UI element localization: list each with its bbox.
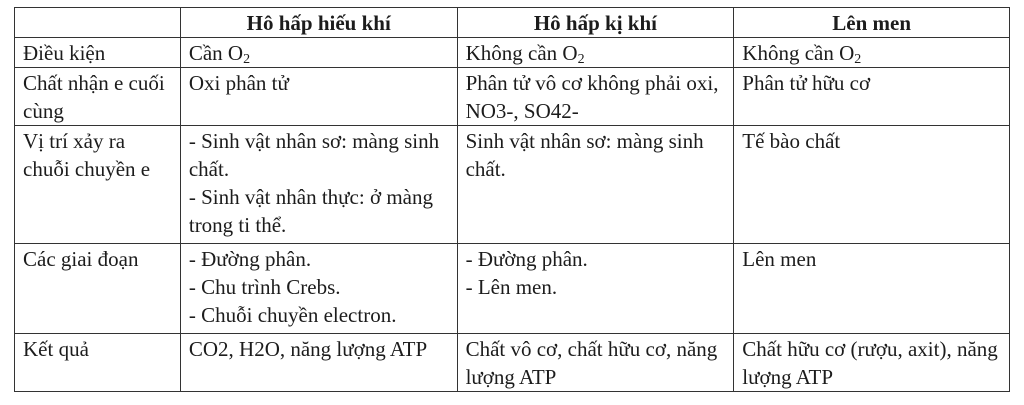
cell-fermentation: Chất hữu cơ (rượu, axit), năng lượng ATP [734,334,1010,392]
row-final-electron-acceptor [15,68,1010,126]
cell-anaerobic: Phân tử vô cơ không phải oxi, NO3-, SO42- [457,68,734,126]
comparison-table [14,7,1010,392]
row-result [15,334,1010,392]
row-electron-chain-location [15,126,1010,244]
row-stages [15,244,1010,334]
cell-aerobic: Oxi phân tử [180,68,457,126]
header-corner [15,8,181,38]
row-label: Chất nhận e cuối cùng [15,68,181,126]
cell-anaerobic [457,38,734,68]
row-condition [15,38,1010,68]
cell-anaerobic: Sinh vật nhân sơ: màng sinh chất. [457,126,734,244]
cell-fermentation: Lên men [734,244,1010,334]
cell-fermentation: Tế bào chất [734,126,1010,244]
subscript: 2 [854,52,862,67]
row-label: Điều kiện [15,38,181,68]
row-label: Vị trí xảy ra chuỗi chuyền e [15,126,181,244]
row-label: Kết quả [15,334,181,392]
cell-fermentation [734,38,1010,68]
cell-line: - Đường phân. [465,247,588,271]
cell-anaerobic [457,244,734,334]
header-aerobic: Hô hấp hiếu khí [180,8,457,38]
header-row [15,8,1010,38]
cell-aerobic [180,38,457,68]
cell-text: Không cần O [465,41,578,65]
cell-line: - Sinh vật nhân thực: ở màng trong ti thể. [188,185,433,237]
subscript: 2 [243,52,251,67]
cell-text: Cần O [188,41,244,65]
cell-line: - Chu trình Crebs. [188,275,341,299]
cell-aerobic [180,244,457,334]
cell-line: - Lên men. [465,275,558,299]
cell-aerobic: CO2, H2O, năng lượng ATP [180,334,457,392]
cell-fermentation: Phân tử hữu cơ [734,68,1010,126]
subscript: 2 [577,52,585,67]
cell-line: - Sinh vật nhân sơ: màng sinh chất. [188,129,440,181]
cell-line: - Đường phân. [188,247,312,271]
header-anaerobic: Hô hấp kị khí [457,8,734,38]
cell-aerobic [180,126,457,244]
cell-line: - Chuỗi chuyền electron. [188,303,397,327]
row-label: Các giai đoạn [15,244,181,334]
header-fermentation: Lên men [734,8,1010,38]
cell-anaerobic: Chất vô cơ, chất hữu cơ, năng lượng ATP [457,334,734,392]
cell-text: Không cần O [742,41,855,65]
